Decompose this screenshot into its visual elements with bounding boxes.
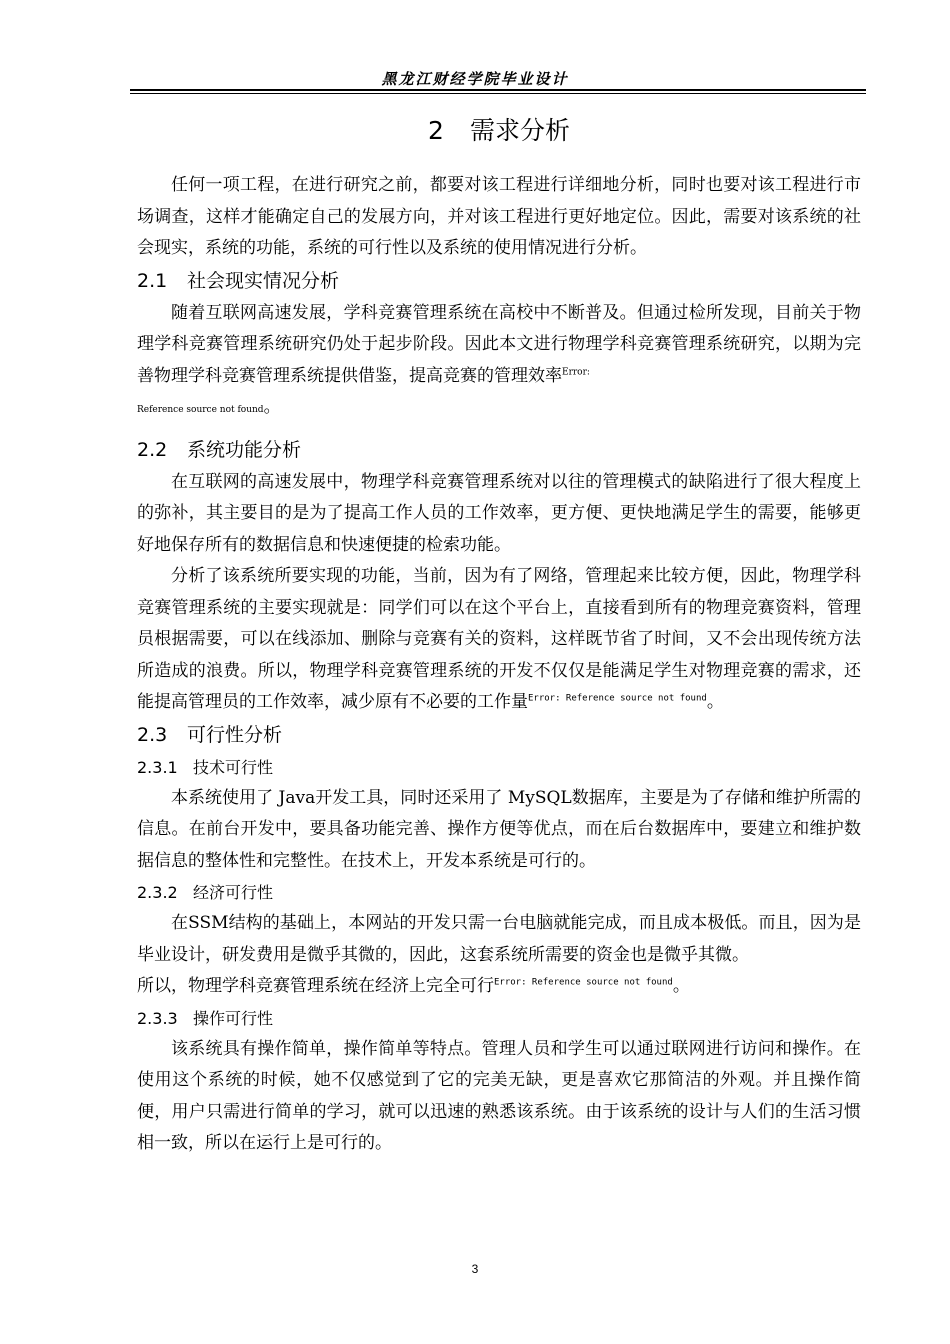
- period: 。: [706, 692, 724, 712]
- section-number: 2.2: [137, 438, 168, 461]
- subsection-title: 技术可行性: [193, 757, 274, 777]
- section-2-3-1-heading: [137, 752, 861, 783]
- subsection-number: 2.3.2: [137, 883, 178, 902]
- paragraph-text: 分析了该系统所要实现的功能，当前，因为有了网络，管理起来比较方便，因此，物理学科竞赛管理系统的主要实现就是：同学们可以在这个平台上，直接看到所有的物理竞赛资料，管理员根据需要，可以在线添加、删除与竞赛有关的资料，这样既节省了时间，又不会出现传统方法所造成的浪费。所以，物理学科竞赛管理系统的开发不仅仅是能满足学生对物理竞赛的需求，还能提高管理员的工作效率，减少原有不必要的工作量: [137, 566, 861, 712]
- section-2-2-heading: [137, 434, 861, 467]
- section-2-2-paragraph-2: [137, 561, 861, 719]
- section-2-2-paragraph-1: 在互联网的高速发展中，物理学科竞赛管理系统对以往的管理模式的缺陷进行了很大程度上的弥补，其主要目的是为了提高工作人员的工作效率，更方便、更快地满足学生的需要，能够更好地保存所有的数据信息和快速便捷的检索功能。: [137, 471, 861, 555]
- subsection-number: 2.3.1: [137, 757, 178, 777]
- chapter-number: 2: [428, 116, 444, 145]
- header-rule-thick: [130, 89, 866, 91]
- citation-error-ref-cont: Reference source not found: [137, 405, 264, 415]
- section-title: 系统功能分析: [187, 438, 302, 461]
- citation-error-ref: Error: Reference source not found: [494, 977, 673, 988]
- section-title: 社会现实情况分析: [187, 269, 340, 292]
- section-2-3-2-paragraph-2: [137, 971, 861, 1003]
- period: 。: [672, 976, 690, 996]
- subsection-title: 经济可行性: [193, 883, 274, 902]
- intro-paragraph: 任何一项工程，在进行研究之前，都要对该工程进行详细地分析，同时也要对该工程进行市场调查，这样才能确定自己的发展方向，并对该工程进行更好地定位。因此，需要对该系统的社会现实，系统的功能，系统的可行性以及系统的使用情况进行分析。: [137, 175, 861, 258]
- section-number: 2.3: [137, 723, 168, 746]
- paragraph-text: 所以，物理学科竞赛管理系统在经济上完全可行: [137, 976, 494, 996]
- section-2-3-2-paragraph: 在SSM结构的基础上，本网站的开发只需一台电脑就能完成，而且成本极低。而且，因为是毕业设计，研发费用是微乎其微的，因此，这套系统所需要的资金也是微乎其微。: [137, 913, 861, 965]
- section-2-1-heading: [137, 265, 861, 298]
- section-2-3-3-paragraph: 该系统具有操作简单，操作简单等特点。管理人员和学生可以通过联网进行访问和操作。在使用这个系统的时候，她不仅感觉到了它的完美无缺，更是喜欢它那简洁的外观。并且操作简便，用户只需进行简单的学习，就可以迅速的熟悉该系统。由于该系统的设计与人们的生活习惯相一致，所以在运行上是可行的。: [137, 1038, 861, 1153]
- section-2-3-3-heading: [137, 1003, 861, 1034]
- subsection-title: 操作可行性: [193, 1008, 274, 1028]
- subsection-number: 2.3.3: [137, 1008, 178, 1028]
- section-number: 2.1: [137, 269, 168, 292]
- section-2-1-paragraph: [137, 298, 861, 424]
- section-2-3-1-paragraph: 本系统使用了 Java开发工具，同时还采用了 MySQL数据库，主要是为了存储和维护所需的信息。在前台开发中，要具备功能完善、操作方便等优点，而在后台数据库中，要建立和维护数据信息的整体性和完整性。在技术上，开发本系统是可行的。: [137, 787, 861, 871]
- period: 。: [263, 397, 281, 417]
- section-2-3-2-heading: [137, 877, 861, 908]
- page-body: [137, 110, 861, 1160]
- section-2-3-heading: [137, 719, 861, 752]
- citation-error-ref: Error:: [562, 366, 590, 377]
- chapter-name: 需求分析: [469, 116, 570, 145]
- chapter-title: [137, 110, 861, 152]
- paragraph-text: 随着互联网高速发展，学科竞赛管理系统在高校中不断普及。但通过检所发现，目前关于物理学科竞赛管理系统研究仍处于起步阶段。因此本文进行物理学科竞赛管理系统研究，以期为完善物理学科竞赛管理系统提供借鉴，提高竞赛的管理效率: [137, 302, 861, 386]
- running-header: 黑龙江财经学院毕业设计: [381, 70, 569, 88]
- header-rule-thin: [130, 93, 866, 94]
- section-title: 可行性分析: [187, 723, 283, 746]
- page-number: 3: [471, 1262, 479, 1276]
- citation-error-ref: Error: Reference source not found: [528, 693, 707, 704]
